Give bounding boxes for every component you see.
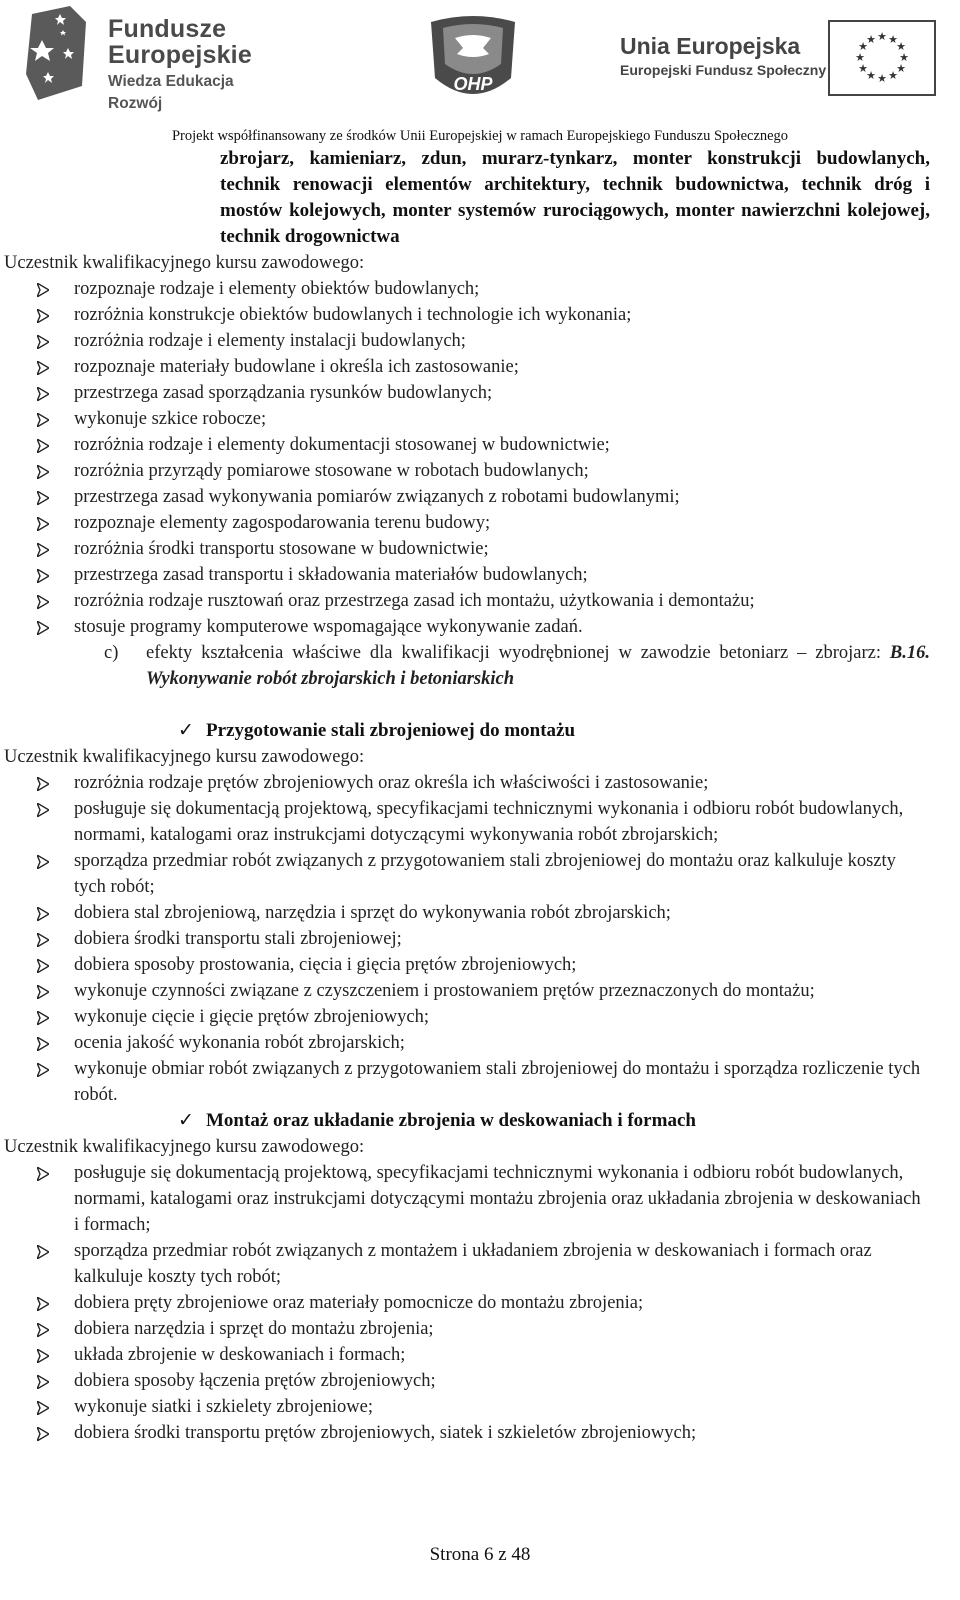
list-item xyxy=(0,1056,960,1108)
list-item xyxy=(0,406,960,432)
arrow-bullet-icon xyxy=(37,1401,49,1415)
list-item xyxy=(0,952,960,978)
ohp-logo-text: OHP xyxy=(453,74,493,94)
subheading-qualification: B.16. Wykonywanie robót zbrojarskich i betoniarskich xyxy=(146,643,930,689)
list-item-text: rozróżnia konstrukcje obiektów budowlanych i technologie ich wykonania; xyxy=(74,305,632,325)
arrow-bullet-icon xyxy=(37,413,49,427)
arrow-bullet-icon xyxy=(37,1375,49,1389)
list-item-text: rozpoznaje materiały budowlane i określa ich zastosowanie; xyxy=(74,357,519,377)
list-item xyxy=(0,1290,960,1316)
arrow-bullet-icon xyxy=(37,309,49,323)
svg-text:★: ★ xyxy=(888,69,898,82)
list-item xyxy=(0,536,960,562)
list-item-text: dobiera sposoby łączenia prętów zbrojeniowych; xyxy=(74,1371,436,1391)
section1-list xyxy=(0,276,960,640)
section2-heading-text: Przygotowanie stali zbrojeniowej do montażu xyxy=(206,720,576,741)
arrow-bullet-icon xyxy=(37,335,49,349)
section3-heading xyxy=(178,1108,960,1134)
eu-flag-icon xyxy=(828,20,936,96)
list-item-text: dobiera środki transportu stali zbrojeniowej; xyxy=(74,929,402,949)
subheading-c xyxy=(104,640,930,692)
list-item xyxy=(0,1316,960,1342)
project-cofinancing-note: Projekt współfinansowany ze środków Unii Europejskiej w ramach Europejskiego Funduszu Społecznego xyxy=(171,128,789,144)
arrow-bullet-icon xyxy=(37,517,49,531)
svg-text:★: ★ xyxy=(858,62,868,75)
arrow-bullet-icon xyxy=(37,1245,49,1259)
list-item xyxy=(0,562,960,588)
list-item-text: wykonuje obmiar robót związanych z przygotowaniem stali zbrojeniowej do montażu i sporządza rozliczenie tych robót. xyxy=(74,1059,921,1105)
fe-logo-line3: Wiedza Edukacja Rozwój xyxy=(108,73,234,112)
arrow-bullet-icon xyxy=(37,1297,49,1311)
page-header xyxy=(0,0,960,144)
list-item xyxy=(0,1394,960,1420)
svg-text:★: ★ xyxy=(896,40,906,53)
list-item xyxy=(0,614,960,640)
arrow-bullet-icon xyxy=(37,387,49,401)
subheading-text: efekty kształcenia właściwe dla kwalifikacji wyodrębnionej w zawodzie betoniarz – zbrojarz: xyxy=(146,643,890,663)
list-item-text: sporządza przedmiar robót związanych z przygotowaniem stali zbrojeniowej do montażu oraz kalkuluje koszty tych robót; xyxy=(74,851,896,897)
arrow-bullet-icon xyxy=(37,543,49,557)
list-item-text: rozróżnia rodzaje i elementy dokumentacji stosowanej w budownictwie; xyxy=(74,435,610,455)
arrow-bullet-icon xyxy=(37,1427,49,1441)
list-item xyxy=(0,484,960,510)
section2-heading xyxy=(178,718,960,744)
list-item xyxy=(0,588,960,614)
arrow-bullet-icon xyxy=(37,595,49,609)
list-item-text: wykonuje cięcie i gięcie prętów zbrojeniowych; xyxy=(74,1007,429,1027)
list-item-text: rozróżnia rodzaje prętów zbrojeniowych oraz określa ich właściwości i zastosowanie; xyxy=(74,773,709,793)
svg-text:★: ★ xyxy=(888,33,898,46)
svg-text:★: ★ xyxy=(877,72,887,85)
arrow-bullet-icon xyxy=(37,1011,49,1025)
list-item-text: rozróżnia rodzaje rusztowań oraz przestrzega zasad ich montażu, użytkowania i demontażu; xyxy=(74,591,755,611)
ue-logo-line2: Europejski Fundusz Społeczny xyxy=(620,62,827,78)
list-item-text: posługuje się dokumentacją projektową, specyfikacjami technicznymi wykonania i odbioru robót budowlanych, normami, katalogami oraz instrukcjami dotyczącymi wykonywania robót zbrojarskich; xyxy=(74,799,904,845)
list-item xyxy=(0,1238,960,1290)
ue-logo-line1: Unia Europejska xyxy=(620,33,801,59)
list-item xyxy=(0,796,960,848)
list-item xyxy=(0,380,960,406)
list-item xyxy=(0,276,960,302)
list-item xyxy=(0,1004,960,1030)
list-item xyxy=(0,1368,960,1394)
list-item-text: dobiera pręty zbrojeniowe oraz materiały pomocnicze do montażu zbrojenia; xyxy=(74,1293,644,1313)
unia-europejska-logo xyxy=(620,20,940,100)
list-item xyxy=(0,354,960,380)
fundusze-europejskie-logo xyxy=(16,4,286,112)
list-item xyxy=(0,1420,960,1446)
arrow-bullet-icon xyxy=(37,985,49,999)
list-item-text: dobiera środki transportu prętów zbrojeniowych, siatek i szkieletów zbrojeniowych; xyxy=(74,1423,697,1443)
list-item xyxy=(0,1030,960,1056)
svg-text:★: ★ xyxy=(899,51,909,64)
list-item-text: wykonuje szkice robocze; xyxy=(74,409,267,429)
arrow-bullet-icon xyxy=(37,1167,49,1181)
arrow-bullet-icon xyxy=(37,803,49,817)
section3-heading-text: Montaż oraz układanie zbrojenia w deskowaniach i formach xyxy=(206,1110,696,1131)
ohp-logo xyxy=(425,14,521,112)
list-item-text: rozróżnia przyrządy pomiarowe stosowane w robotach budowlanych; xyxy=(74,461,589,481)
arrow-bullet-icon xyxy=(37,569,49,583)
arrow-bullet-icon xyxy=(37,959,49,973)
svg-text:★: ★ xyxy=(858,40,868,53)
list-item-text: stosuje programy komputerowe wspomagające wykonywanie zadań. xyxy=(74,617,583,637)
list-item-text: rozpoznaje elementy zagospodarowania terenu budowy; xyxy=(74,513,491,533)
svg-text:★: ★ xyxy=(877,30,887,43)
list-item xyxy=(0,510,960,536)
section2-intro: Uczestnik kwalifikacyjnego kursu zawodowego: xyxy=(4,747,365,767)
list-item xyxy=(0,432,960,458)
arrow-bullet-icon xyxy=(37,1063,49,1077)
arrow-bullet-icon xyxy=(37,465,49,479)
arrow-bullet-icon xyxy=(37,907,49,921)
document-body xyxy=(0,146,960,1446)
list-item xyxy=(0,900,960,926)
list-item xyxy=(0,770,960,796)
section1-intro: Uczestnik kwalifikacyjnego kursu zawodowego: xyxy=(4,253,365,273)
check-mark-icon: ✓ xyxy=(178,720,194,741)
svg-text:★: ★ xyxy=(855,51,865,64)
list-item-text: przestrzega zasad sporządzania rysunków budowlanych; xyxy=(74,383,493,403)
arrow-bullet-icon xyxy=(37,491,49,505)
list-item xyxy=(0,978,960,1004)
list-item-text: rozpoznaje rodzaje i elementy obiektów budowlanych; xyxy=(74,279,480,299)
page-number: Strona 6 z 48 xyxy=(429,1544,531,1565)
arrow-bullet-icon xyxy=(37,361,49,375)
section3-list xyxy=(0,1160,960,1446)
arrow-bullet-icon xyxy=(37,621,49,635)
fe-star-emblem-icon xyxy=(16,4,94,104)
list-item xyxy=(0,302,960,328)
list-item xyxy=(0,458,960,484)
fe-logo-line2: Europejskie xyxy=(108,41,252,69)
arrow-bullet-icon xyxy=(37,933,49,947)
occupations-list-text: zbrojarz, kamieniarz, zdun, murarz-tynkarz, monter konstrukcji budowlanych, technik renowacji elementów architektury, technik budownictwa, technik dróg i mostów kolejowych, monter systemów rurociągowych, monter nawierzchni kolejowej, technik drogownictwa xyxy=(220,148,930,247)
list-item-text: układa zbrojenie w deskowaniach i formach; xyxy=(74,1345,406,1365)
list-item-text: sporządza przedmiar robót związanych z montażem i układaniem zbrojenia w deskowaniach i formach oraz kalkuluje koszty tych robót; xyxy=(74,1241,872,1287)
svg-text:★: ★ xyxy=(866,33,876,46)
arrow-bullet-icon xyxy=(37,283,49,297)
list-item-text: dobiera sposoby prostowania, cięcia i gięcia prętów zbrojeniowych; xyxy=(74,955,577,975)
fe-logo-line1: Fundusze xyxy=(108,15,227,43)
list-item-text: dobiera stal zbrojeniową, narzędzia i sprzęt do wykonywania robót zbrojarskich; xyxy=(74,903,671,923)
arrow-bullet-icon xyxy=(37,439,49,453)
list-item xyxy=(0,1160,960,1238)
list-item-text: ocenia jakość wykonania robót zbrojarskich; xyxy=(74,1033,405,1053)
arrow-bullet-icon xyxy=(37,1323,49,1337)
list-item xyxy=(0,328,960,354)
list-item-text: rozróżnia środki transportu stosowane w budownictwie; xyxy=(74,539,489,559)
list-item xyxy=(0,848,960,900)
arrow-bullet-icon xyxy=(37,1037,49,1051)
svg-text:★: ★ xyxy=(866,69,876,82)
arrow-bullet-icon xyxy=(37,855,49,869)
arrow-bullet-icon xyxy=(37,1349,49,1363)
subheading-letter: c) xyxy=(104,643,119,663)
list-item-text: przestrzega zasad transportu i składowania materiałów budowlanych; xyxy=(74,565,588,585)
check-mark-icon: ✓ xyxy=(178,1110,194,1131)
list-item-text: posługuje się dokumentacją projektową, specyfikacjami technicznymi wykonania i odbioru robót budowlanych, normami, katalogami oraz instrukcjami dotyczącymi montażu zbrojenia oraz układania zbrojenia w deskowaniach i formach; xyxy=(74,1163,921,1235)
arrow-bullet-icon xyxy=(37,777,49,791)
list-item-text: dobiera narzędzia i sprzęt do montażu zbrojenia; xyxy=(74,1319,434,1339)
svg-text:★: ★ xyxy=(896,62,906,75)
list-item xyxy=(0,1342,960,1368)
list-item-text: wykonuje czynności związane z czyszczeniem i prostowaniem prętów przeznaczonych do montażu; xyxy=(74,981,815,1001)
list-item-text: przestrzega zasad wykonywania pomiarów związanych z robotami budowlanymi; xyxy=(74,487,680,507)
section3-intro: Uczestnik kwalifikacyjnego kursu zawodowego: xyxy=(4,1137,365,1157)
list-item xyxy=(0,926,960,952)
list-item-text: wykonuje siatki i szkielety zbrojeniowe; xyxy=(74,1397,374,1417)
list-item-text: rozróżnia rodzaje i elementy instalacji budowlanych; xyxy=(74,331,466,351)
section2-list xyxy=(0,770,960,1108)
